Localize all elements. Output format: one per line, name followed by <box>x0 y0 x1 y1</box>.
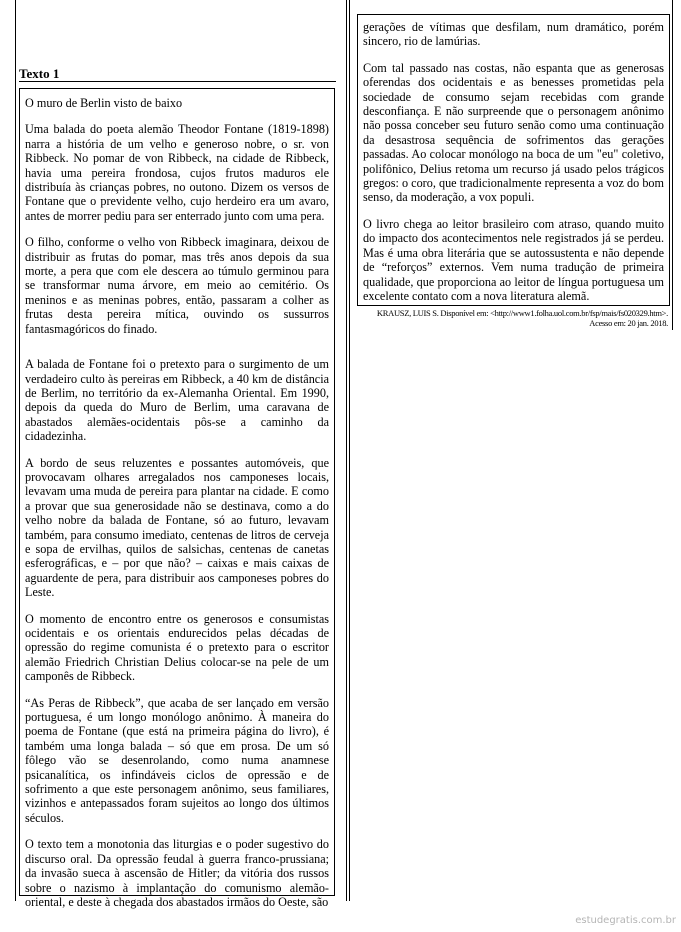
source-citation-line-1: KRAUSZ, LUIS S. Disponível em: <http://www1.folha.uol.com.br/fsp/mais/fs020329.htm>. <box>376 308 668 318</box>
section-label-underline <box>19 81 336 82</box>
article-paragraph-2: O filho, conforme o velho von Ribbeck imaginara, deixou de distribuir as frutas do pomar, mas três anos depois da sua morte, a pera que com ele descera ao túmulo germinou para se transformar numa árvore, em meio ao cemitério. Os meninos e as meninas pobres, então, passaram a colher as frutas desta pereira mítica, ouvindo os sussurros fantasmagóricos do finado. <box>25 235 329 336</box>
site-watermark: estudegratis.com.br <box>575 915 676 926</box>
article-box-right <box>357 14 670 306</box>
left-column-rule <box>15 0 16 901</box>
source-citation-line-2: Acesso em: 20 jan. 2018. <box>589 318 668 328</box>
right-column-rule <box>672 0 673 330</box>
article-paragraph-5: O momento de encontro entre os generosos e consumistas ocidentais e os orientais endurecidos pelas décadas de opressão do regime comunista é o pretexto para o escritor alemão Friedrich Christian Delius colocar-se na pele de um camponês de Ribbeck. <box>25 611 329 684</box>
article-continuation-2: Com tal passado nas costas, não espanta que as generosas oferendas dos ocidentais e as benesses prometidas pela sociedade de consumo sejam recebidas com grande desconfiança. E não surpreende que o personagem anônimo não possa conceber seu futuro senão como uma continuação da desastrosa sequência de sofrimentos das gerações passadas. Ao colocar monólogo na boca de um "eu" coletivo, polifônico, Delius retoma um recurso já usado pelos trágicos gregos: o coro, que tradicionalmente representa a voz do bom senso, da moderação, a vox populi. <box>363 60 664 205</box>
source-citation <box>357 308 668 328</box>
article-paragraph-7: O texto tem a monotonia das liturgias e o poder sugestivo do discurso oral. Da opressão feudal à guerra franco-prussiana; da invasão sueca à ascensão de Hitler; da vitória dos russos sobre o nazismo à implantação do comunismo alemão-oriental, e deste à chegada dos abastados irmãos do Oeste, são <box>25 837 329 909</box>
article-paragraph-4: A bordo de seus reluzentes e possantes automóveis, que provocavam olhares arregalados nos camponeses locais, levavam uma muda de pereira para plantar na cidade. E como a provar que sua generosidade não se destinava, como a do velho nobre da balada de Fontane, só ao futuro, levavam também, para consumo imediato, centenas de litros de cerveja e sopa de ervilhas, quilos de salsichas, centenas de canetas esferográficas, e – por que não? – caixas e mais caixas de aguardente de pera, para distribuir aos camponeses pobres do Leste. <box>25 455 329 600</box>
article-paragraph-6: “As Peras de Ribbeck”, que acaba de ser lançado em versão portuguesa, é um longo monólogo anônimo. À maneira do poema de Fontane (que está na primeira página do livro), é também uma longa balada – só que em prosa. De um só fôlego vão se desenrolando, como numa anamnese psicanalítica, os infindáveis ciclos de opressão e de sofrimento a que este personagem anônimo, seus familiares, vizinhos e antepassados foram sujeitos ao longo dos últimos séculos. <box>25 695 329 825</box>
center-rule-right <box>349 0 350 901</box>
article-continuation-1: gerações de vítimas que desfilam, num dramático, porém sincero, rio de lamúrias. <box>363 20 664 49</box>
center-rule-left <box>346 0 347 901</box>
article-title: O muro de Berlin visto de baixo <box>25 96 183 110</box>
article-paragraph-1: Uma balada do poeta alemão Theodor Fontane (1819-1898) narra a história de um velho e generoso nobre, o sr. von Ribbeck. No pomar de von Ribbeck, na cidade de Ribbeck, havia uma pereira frondosa, cujos frutos maduros ele distribuía às crianças pobres, no outono. Dizem os versos de Fontane que o previdente velho, cujo herdeiro era um avaro, antes de morrer pediu para ser enterrado junto com uma pera. <box>25 122 329 223</box>
article-continuation-3: O livro chega ao leitor brasileiro com atraso, quando muito do impacto dos acontecimentos nele registrados já se perdeu. Mas é uma obra literária que se autossustenta e não depende de “reforços” externos. Vem numa tradução de primeira qualidade, que proporciona ao leitor de língua portuguesa um excelente contato com a nova literatura alemã. <box>363 216 664 303</box>
section-label: Texto 1 <box>19 66 60 81</box>
article-box-left <box>19 88 335 909</box>
article-paragraph-3: A balada de Fontane foi o pretexto para o surgimento de um verdadeiro culto às pereiras em Ribbeck, a 40 km de distância de Berlim, no território da ex-Alemanha Oriental. Em 1990, depois da queda do Muro de Berlim, uma caravana de abastados alemães-ocidentais pôs-se a caminho da cidadezinha. <box>25 357 329 444</box>
